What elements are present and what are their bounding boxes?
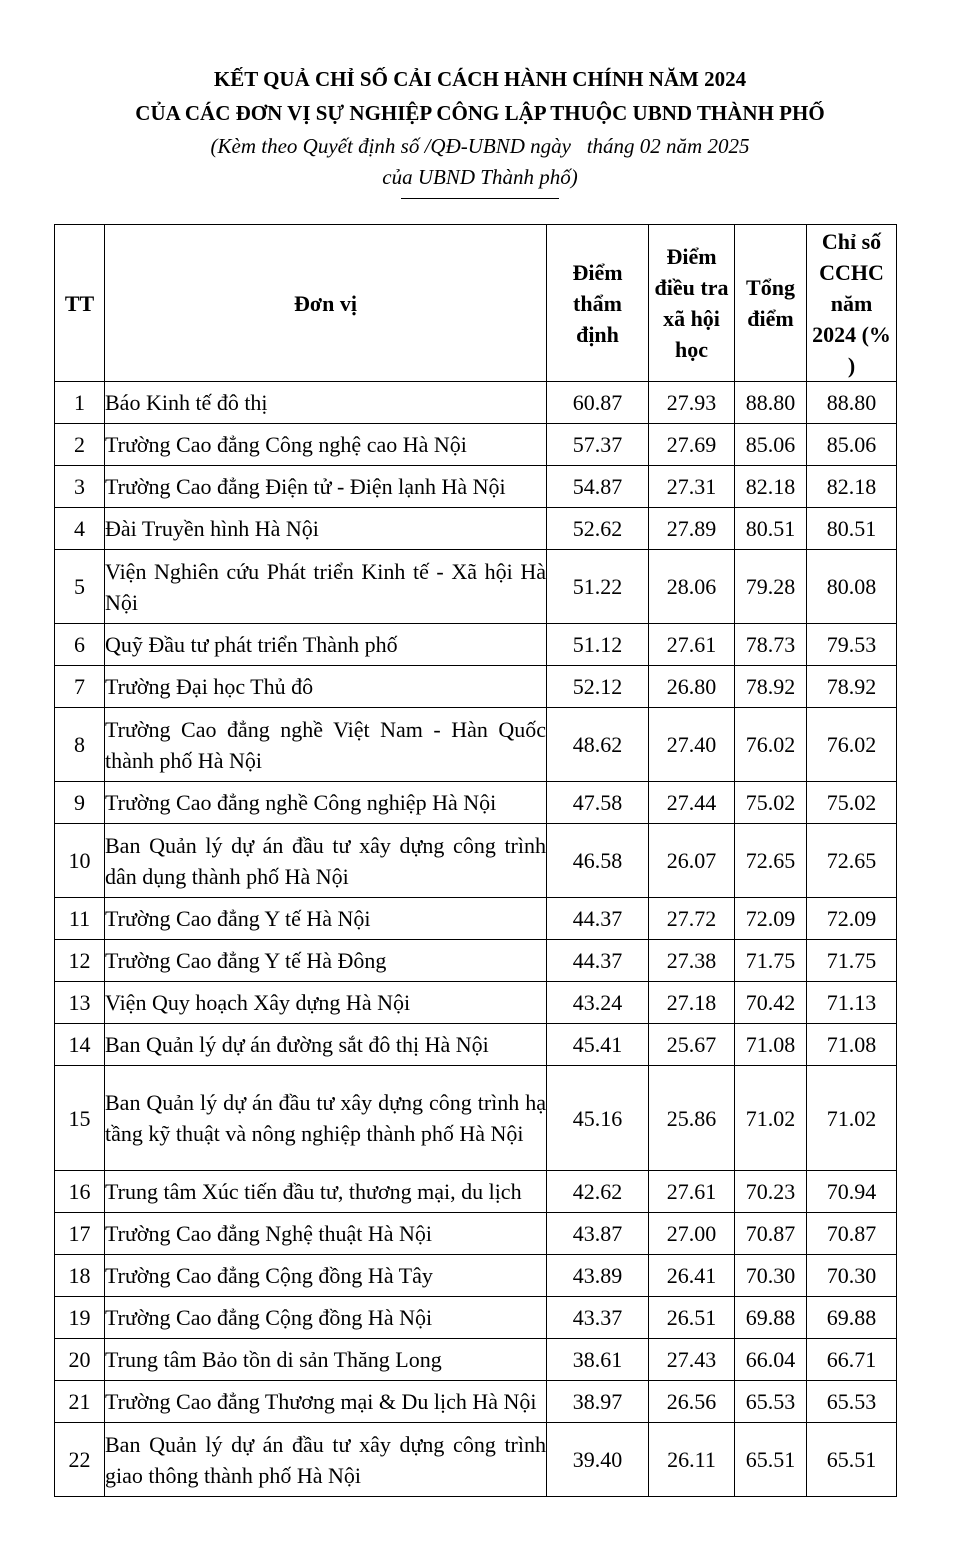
- cell-chi-so-cchc: 65.53: [807, 1381, 897, 1423]
- cell-chi-so-cchc: 70.94: [807, 1171, 897, 1213]
- cell-don-vi: Trường Cao đẳng Y tế Hà Nội: [105, 898, 547, 940]
- cell-chi-so-cchc: 66.71: [807, 1339, 897, 1381]
- cell-tt: 18: [55, 1255, 105, 1297]
- cell-tong-diem: 70.30: [735, 1255, 807, 1297]
- cell-diem-tham-dinh: 52.62: [547, 508, 649, 550]
- document-title-line-2: CỦA CÁC ĐƠN VỊ SỰ NGHIỆP CÔNG LẬP THUỘC UBND THÀNH PHỐ: [135, 101, 825, 125]
- column-header-diem-tham-dinh: Điểm thẩm định: [547, 225, 649, 382]
- table-row: [55, 1297, 897, 1339]
- cell-diem-tham-dinh: 38.61: [547, 1339, 649, 1381]
- cell-tt: 20: [55, 1339, 105, 1381]
- cell-diem-dieu-tra: 27.31: [649, 466, 735, 508]
- cell-diem-tham-dinh: 43.37: [547, 1297, 649, 1339]
- cell-diem-dieu-tra: 26.51: [649, 1297, 735, 1339]
- cell-don-vi: Trung tâm Xúc tiến đầu tư, thương mại, du lịch: [105, 1171, 547, 1213]
- cell-diem-dieu-tra: 28.06: [649, 550, 735, 624]
- document-subtitle-line-1: (Kèm theo Quyết định số /QĐ-UBND ngày tháng 02 năm 2025: [210, 134, 750, 158]
- cell-tong-diem: 70.23: [735, 1171, 807, 1213]
- table-row: [55, 782, 897, 824]
- cell-tt: 6: [55, 624, 105, 666]
- table-row: [55, 1213, 897, 1255]
- cell-diem-dieu-tra: 27.69: [649, 424, 735, 466]
- cell-tong-diem: 85.06: [735, 424, 807, 466]
- cell-tong-diem: 66.04: [735, 1339, 807, 1381]
- cell-tt: 1: [55, 382, 105, 424]
- cell-diem-dieu-tra: 27.18: [649, 982, 735, 1024]
- cell-don-vi: Viện Nghiên cứu Phát triển Kinh tế - Xã hội Hà Nội: [105, 550, 547, 624]
- cell-chi-so-cchc: 80.08: [807, 550, 897, 624]
- cell-tt: 17: [55, 1213, 105, 1255]
- cell-diem-tham-dinh: 46.58: [547, 824, 649, 898]
- table-row: [55, 1066, 897, 1171]
- cell-diem-dieu-tra: 25.67: [649, 1024, 735, 1066]
- cell-tong-diem: 72.09: [735, 898, 807, 940]
- cell-diem-dieu-tra: 25.86: [649, 1066, 735, 1171]
- cell-don-vi: Trường Cao đẳng nghề Công nghiệp Hà Nội: [105, 782, 547, 824]
- column-header-tong-diem: Tổng điểm: [735, 225, 807, 382]
- cell-don-vi: Trường Cao đẳng Thương mại & Du lịch Hà Nội: [105, 1381, 547, 1423]
- cell-tt: 5: [55, 550, 105, 624]
- cell-diem-tham-dinh: 38.97: [547, 1381, 649, 1423]
- cell-chi-so-cchc: 71.02: [807, 1066, 897, 1171]
- cell-tt: 15: [55, 1066, 105, 1171]
- cell-tong-diem: 80.51: [735, 508, 807, 550]
- cell-chi-so-cchc: 71.75: [807, 940, 897, 982]
- table-header-row: [55, 225, 897, 382]
- cell-chi-so-cchc: 78.92: [807, 666, 897, 708]
- cell-chi-so-cchc: 71.08: [807, 1024, 897, 1066]
- cell-don-vi: Ban Quản lý dự án đường sắt đô thị Hà Nội: [105, 1024, 547, 1066]
- cell-chi-so-cchc: 76.02: [807, 708, 897, 782]
- table-row: [55, 1381, 897, 1423]
- cell-chi-so-cchc: 71.13: [807, 982, 897, 1024]
- table-row: [55, 550, 897, 624]
- cell-diem-dieu-tra: 27.61: [649, 624, 735, 666]
- cell-tt: 13: [55, 982, 105, 1024]
- table-row: [55, 898, 897, 940]
- column-header-chi-so-cchc: Chỉ số CCHC năm 2024 (% ): [807, 225, 897, 382]
- cell-tt: 2: [55, 424, 105, 466]
- cell-tt: 4: [55, 508, 105, 550]
- table-row: [55, 940, 897, 982]
- table-row: [55, 624, 897, 666]
- cell-diem-tham-dinh: 60.87: [547, 382, 649, 424]
- column-header-tt: TT: [55, 225, 105, 382]
- cell-don-vi: Trường Cao đẳng Công nghệ cao Hà Nội: [105, 424, 547, 466]
- cell-tt: 14: [55, 1024, 105, 1066]
- cell-diem-dieu-tra: 27.89: [649, 508, 735, 550]
- table-row: [55, 466, 897, 508]
- cell-diem-dieu-tra: 26.07: [649, 824, 735, 898]
- cell-don-vi: Trường Cao đẳng Y tế Hà Đông: [105, 940, 547, 982]
- cell-chi-so-cchc: 72.09: [807, 898, 897, 940]
- table-row: [55, 424, 897, 466]
- document-title-line-1: KẾT QUẢ CHỈ SỐ CẢI CÁCH HÀNH CHÍNH NĂM 2024: [213, 67, 747, 91]
- cell-tong-diem: 71.02: [735, 1066, 807, 1171]
- table-row: [55, 1255, 897, 1297]
- table-row: [55, 1171, 897, 1213]
- cell-don-vi: Đài Truyền hình Hà Nội: [105, 508, 547, 550]
- document-header: [0, 62, 960, 199]
- cell-diem-tham-dinh: 47.58: [547, 782, 649, 824]
- cell-chi-so-cchc: 70.30: [807, 1255, 897, 1297]
- cell-tt: 21: [55, 1381, 105, 1423]
- cell-tong-diem: 65.51: [735, 1423, 807, 1497]
- cell-chi-so-cchc: 75.02: [807, 782, 897, 824]
- cell-diem-tham-dinh: 42.62: [547, 1171, 649, 1213]
- cell-tt: 10: [55, 824, 105, 898]
- cell-tt: 9: [55, 782, 105, 824]
- column-header-don-vi: Đơn vị: [105, 225, 547, 382]
- cell-diem-tham-dinh: 45.41: [547, 1024, 649, 1066]
- table-row: [55, 382, 897, 424]
- cell-diem-dieu-tra: 27.43: [649, 1339, 735, 1381]
- cell-diem-tham-dinh: 44.37: [547, 940, 649, 982]
- column-header-diem-dieu-tra: Điểm điều tra xã hội học: [649, 225, 735, 382]
- table-row: [55, 1024, 897, 1066]
- table-body: [55, 382, 897, 1497]
- cell-diem-tham-dinh: 51.22: [547, 550, 649, 624]
- cell-don-vi: Trường Cao đẳng Nghệ thuật Hà Nội: [105, 1213, 547, 1255]
- cell-tong-diem: 78.92: [735, 666, 807, 708]
- cell-chi-so-cchc: 85.06: [807, 424, 897, 466]
- cell-diem-tham-dinh: 43.24: [547, 982, 649, 1024]
- table-row: [55, 1423, 897, 1497]
- cell-diem-dieu-tra: 27.00: [649, 1213, 735, 1255]
- cell-tt: 3: [55, 466, 105, 508]
- cell-tt: 8: [55, 708, 105, 782]
- cell-diem-tham-dinh: 57.37: [547, 424, 649, 466]
- cell-diem-dieu-tra: 27.44: [649, 782, 735, 824]
- cell-diem-tham-dinh: 52.12: [547, 666, 649, 708]
- cell-chi-so-cchc: 88.80: [807, 382, 897, 424]
- cell-tt: 12: [55, 940, 105, 982]
- cell-diem-dieu-tra: 26.56: [649, 1381, 735, 1423]
- cell-tong-diem: 70.87: [735, 1213, 807, 1255]
- cell-don-vi: Trường Cao đẳng nghề Việt Nam - Hàn Quốc thành phố Hà Nội: [105, 708, 547, 782]
- cell-diem-tham-dinh: 39.40: [547, 1423, 649, 1497]
- cell-diem-dieu-tra: 27.40: [649, 708, 735, 782]
- cell-diem-dieu-tra: 27.72: [649, 898, 735, 940]
- cell-diem-dieu-tra: 26.11: [649, 1423, 735, 1497]
- cell-tt: 16: [55, 1171, 105, 1213]
- cell-don-vi: Ban Quản lý dự án đầu tư xây dựng công trình hạ tầng kỹ thuật và nông nghiệp thành phố Hà Nội: [105, 1066, 547, 1171]
- cell-chi-so-cchc: 70.87: [807, 1213, 897, 1255]
- cell-tt: 22: [55, 1423, 105, 1497]
- cell-tong-diem: 69.88: [735, 1297, 807, 1339]
- cell-tong-diem: 78.73: [735, 624, 807, 666]
- cell-diem-dieu-tra: 27.38: [649, 940, 735, 982]
- cell-tong-diem: 65.53: [735, 1381, 807, 1423]
- results-table: [54, 224, 897, 1497]
- table-row: [55, 982, 897, 1024]
- cell-tong-diem: 76.02: [735, 708, 807, 782]
- cell-don-vi: Trường Đại học Thủ đô: [105, 666, 547, 708]
- cell-chi-so-cchc: 82.18: [807, 466, 897, 508]
- cell-don-vi: Viện Quy hoạch Xây dựng Hà Nội: [105, 982, 547, 1024]
- table-row: [55, 508, 897, 550]
- cell-diem-dieu-tra: 26.80: [649, 666, 735, 708]
- cell-tong-diem: 88.80: [735, 382, 807, 424]
- cell-tt: 19: [55, 1297, 105, 1339]
- cell-chi-so-cchc: 80.51: [807, 508, 897, 550]
- cell-diem-tham-dinh: 43.89: [547, 1255, 649, 1297]
- cell-tt: 11: [55, 898, 105, 940]
- cell-tong-diem: 75.02: [735, 782, 807, 824]
- table-row: [55, 666, 897, 708]
- cell-don-vi: Trung tâm Bảo tồn di sản Thăng Long: [105, 1339, 547, 1381]
- cell-diem-tham-dinh: 51.12: [547, 624, 649, 666]
- cell-tong-diem: 82.18: [735, 466, 807, 508]
- cell-diem-tham-dinh: 45.16: [547, 1066, 649, 1171]
- cell-diem-tham-dinh: 43.87: [547, 1213, 649, 1255]
- cell-don-vi: Trường Cao đẳng Cộng đồng Hà Tây: [105, 1255, 547, 1297]
- cell-don-vi: Báo Kinh tế đô thị: [105, 382, 547, 424]
- cell-diem-dieu-tra: 27.61: [649, 1171, 735, 1213]
- cell-don-vi: Trường Cao đẳng Cộng đồng Hà Nội: [105, 1297, 547, 1339]
- cell-tong-diem: 71.08: [735, 1024, 807, 1066]
- cell-tong-diem: 70.42: [735, 982, 807, 1024]
- cell-tt: 7: [55, 666, 105, 708]
- cell-chi-so-cchc: 65.51: [807, 1423, 897, 1497]
- cell-chi-so-cchc: 79.53: [807, 624, 897, 666]
- cell-diem-tham-dinh: 54.87: [547, 466, 649, 508]
- cell-diem-tham-dinh: 44.37: [547, 898, 649, 940]
- cell-diem-dieu-tra: 27.93: [649, 382, 735, 424]
- cell-tong-diem: 71.75: [735, 940, 807, 982]
- cell-chi-so-cchc: 69.88: [807, 1297, 897, 1339]
- table-row: [55, 708, 897, 782]
- table-row: [55, 1339, 897, 1381]
- cell-don-vi: Quỹ Đầu tư phát triển Thành phố: [105, 624, 547, 666]
- cell-tong-diem: 72.65: [735, 824, 807, 898]
- cell-diem-dieu-tra: 26.41: [649, 1255, 735, 1297]
- header-divider: [401, 198, 559, 199]
- table-row: [55, 824, 897, 898]
- cell-tong-diem: 79.28: [735, 550, 807, 624]
- cell-don-vi: Ban Quản lý dự án đầu tư xây dựng công trình dân dụng thành phố Hà Nội: [105, 824, 547, 898]
- document-subtitle-line-2: của UBND Thành phố): [382, 165, 578, 189]
- cell-diem-tham-dinh: 48.62: [547, 708, 649, 782]
- cell-don-vi: Ban Quản lý dự án đầu tư xây dựng công trình giao thông thành phố Hà Nội: [105, 1423, 547, 1497]
- cell-don-vi: Trường Cao đẳng Điện tử - Điện lạnh Hà Nội: [105, 466, 547, 508]
- cell-chi-so-cchc: 72.65: [807, 824, 897, 898]
